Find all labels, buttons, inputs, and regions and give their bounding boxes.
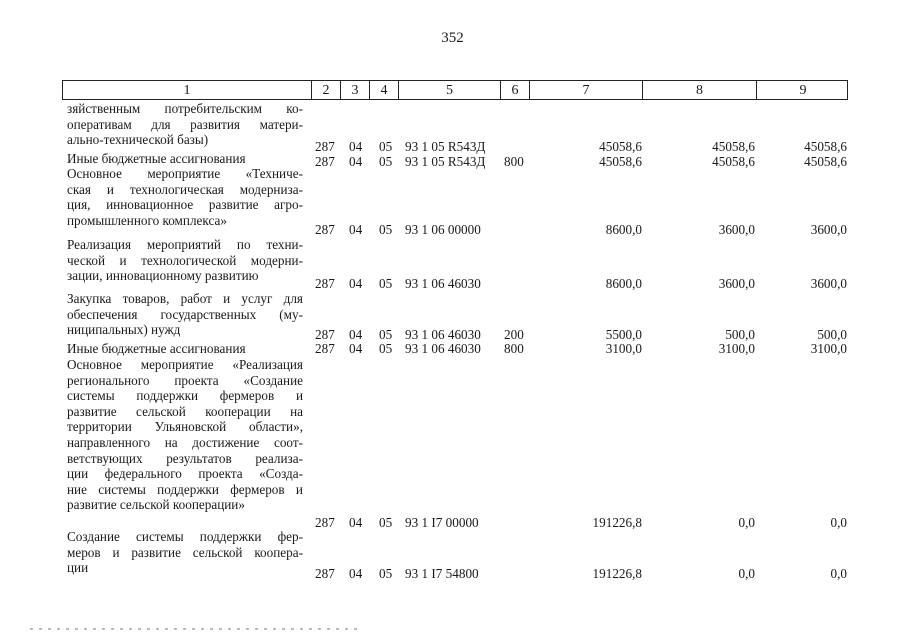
description-line: ция, инновационное развитие агро- bbox=[67, 197, 303, 213]
description-line: Основное мероприятие «Реализация bbox=[67, 357, 303, 372]
item-description bbox=[67, 291, 303, 338]
subsection-code: 05 bbox=[379, 515, 393, 530]
amount-col-8: 3600,0 bbox=[718, 276, 755, 291]
section-code: 04 bbox=[349, 515, 363, 530]
description-line: Создание системы поддержки фер- bbox=[67, 529, 303, 544]
expense-type: 800 bbox=[504, 341, 524, 356]
description-line: зации, инновационному развитию bbox=[67, 268, 259, 284]
expense-type: 800 bbox=[504, 154, 524, 169]
description-line: Основное мероприятие «Техниче- bbox=[67, 166, 303, 181]
subsection-code: 05 bbox=[379, 276, 393, 291]
description-line: ниципальных) нужд bbox=[67, 322, 181, 338]
target-article: 93 1 05 R543Д bbox=[405, 154, 486, 169]
section-code: 04 bbox=[349, 139, 363, 154]
header-col-8: 8 bbox=[642, 81, 756, 99]
header-col-1: 1 bbox=[183, 83, 191, 98]
admin-code: 287 bbox=[315, 222, 335, 237]
amount-col-9: 3600,0 bbox=[810, 276, 847, 291]
description-line: ние системы поддержки фермеров и bbox=[67, 481, 303, 497]
amount-col-9: 45058,6 bbox=[804, 139, 847, 154]
amount-col-9: 45058,6 bbox=[804, 154, 847, 169]
header-col-3: 3 bbox=[340, 81, 369, 99]
description-line: Иные бюджетные ассигнования bbox=[67, 341, 246, 356]
header-col-9: 9 bbox=[756, 81, 849, 99]
amount-col-9: 0,0 bbox=[830, 515, 847, 530]
description-line: системы поддержки фермеров и bbox=[67, 388, 303, 404]
amount-col-7: 8600,0 bbox=[605, 276, 642, 291]
page-number: 352 bbox=[441, 30, 464, 46]
subsection-code: 05 bbox=[379, 341, 393, 356]
amount-col-7: 3100,0 bbox=[605, 341, 642, 356]
scan-artifact bbox=[30, 628, 360, 630]
subsection-code: 05 bbox=[379, 139, 393, 154]
admin-code: 287 bbox=[315, 276, 335, 291]
amount-col-7: 191226,8 bbox=[592, 566, 642, 581]
admin-code: 287 bbox=[315, 341, 335, 356]
header-col-7: 7 bbox=[529, 81, 642, 99]
description-line: ческой и технологической модерни- bbox=[67, 252, 303, 268]
description-line: ветствующих результатов реализа- bbox=[67, 450, 303, 466]
item-description bbox=[67, 151, 303, 167]
subsection-code: 05 bbox=[379, 222, 393, 237]
section-code: 04 bbox=[349, 327, 363, 342]
subsection-code: 05 bbox=[379, 327, 393, 342]
target-article: 93 1 05 R543Д bbox=[405, 139, 486, 154]
description-line: Реализация мероприятий по техни- bbox=[67, 237, 303, 252]
target-article: 93 1 I7 54800 bbox=[405, 566, 479, 581]
target-article: 93 1 I7 00000 bbox=[405, 515, 479, 530]
description-line: ции bbox=[67, 560, 89, 576]
description-line: ции федерального проекта «Созда- bbox=[67, 466, 303, 482]
item-description bbox=[67, 101, 303, 148]
subsection-code: 05 bbox=[379, 154, 393, 169]
amount-col-8: 3600,0 bbox=[718, 222, 755, 237]
target-article: 93 1 06 46030 bbox=[405, 276, 481, 291]
amount-col-9: 0,0 bbox=[830, 566, 847, 581]
admin-code: 287 bbox=[315, 154, 335, 169]
target-article: 93 1 06 00000 bbox=[405, 222, 481, 237]
amount-col-8: 0,0 bbox=[738, 566, 755, 581]
item-description bbox=[67, 166, 303, 228]
target-article: 93 1 06 46030 bbox=[405, 341, 481, 356]
admin-code: 287 bbox=[315, 327, 335, 342]
header-col-2: 2 bbox=[311, 81, 340, 99]
admin-code: 287 bbox=[315, 566, 335, 581]
amount-col-7: 45058,6 bbox=[599, 154, 642, 169]
amount-col-8: 500,0 bbox=[725, 327, 755, 342]
table-header-row bbox=[62, 80, 848, 100]
description-line: развитие сельской кооперации на bbox=[67, 403, 303, 419]
description-line: оперативам для развития матери- bbox=[67, 116, 303, 132]
description-line: зяйственным потребительским ко- bbox=[67, 101, 303, 116]
section-code: 04 bbox=[349, 222, 363, 237]
section-code: 04 bbox=[349, 154, 363, 169]
item-description bbox=[67, 341, 303, 357]
amount-col-8: 3100,0 bbox=[718, 341, 755, 356]
admin-code: 287 bbox=[315, 515, 335, 530]
description-line: Иные бюджетные ассигнования bbox=[67, 151, 246, 166]
amount-col-8: 45058,6 bbox=[712, 139, 755, 154]
section-code: 04 bbox=[349, 566, 363, 581]
amount-col-7: 191226,8 bbox=[592, 515, 642, 530]
amount-col-9: 3600,0 bbox=[810, 222, 847, 237]
description-line: направленного на достижение соот- bbox=[67, 434, 303, 450]
amount-col-8: 45058,6 bbox=[712, 154, 755, 169]
amount-col-9: 500,0 bbox=[817, 327, 847, 342]
header-col-6: 6 bbox=[500, 81, 529, 99]
amount-col-9: 3100,0 bbox=[810, 341, 847, 356]
item-description bbox=[67, 357, 303, 513]
description-line: Закупка товаров, работ и услуг для bbox=[67, 291, 303, 306]
amount-col-8: 0,0 bbox=[738, 515, 755, 530]
description-line: территории Ульяновской области», bbox=[67, 419, 303, 435]
description-line: ально-технической базы) bbox=[67, 132, 209, 148]
target-article: 93 1 06 46030 bbox=[405, 327, 481, 342]
amount-col-7: 8600,0 bbox=[605, 222, 642, 237]
admin-code: 287 bbox=[315, 139, 335, 154]
description-line: развитие сельской кооперации» bbox=[67, 497, 245, 513]
description-line: регионального проекта «Создание bbox=[67, 372, 303, 388]
subsection-code: 05 bbox=[379, 566, 393, 581]
expense-type: 200 bbox=[504, 327, 524, 342]
description-line: обеспечения государственных (му- bbox=[67, 306, 303, 322]
item-description bbox=[67, 529, 303, 576]
header-col-4: 4 bbox=[369, 81, 398, 99]
description-line: ская и технологическая модерниза- bbox=[67, 181, 303, 197]
section-code: 04 bbox=[349, 276, 363, 291]
section-code: 04 bbox=[349, 341, 363, 356]
amount-col-7: 45058,6 bbox=[599, 139, 642, 154]
header-col-5: 5 bbox=[398, 81, 500, 99]
description-line: меров и развитие сельской коопера- bbox=[67, 544, 303, 560]
description-line: промышленного комплекса» bbox=[67, 212, 227, 228]
item-description bbox=[67, 237, 303, 284]
amount-col-7: 5500,0 bbox=[605, 327, 642, 342]
